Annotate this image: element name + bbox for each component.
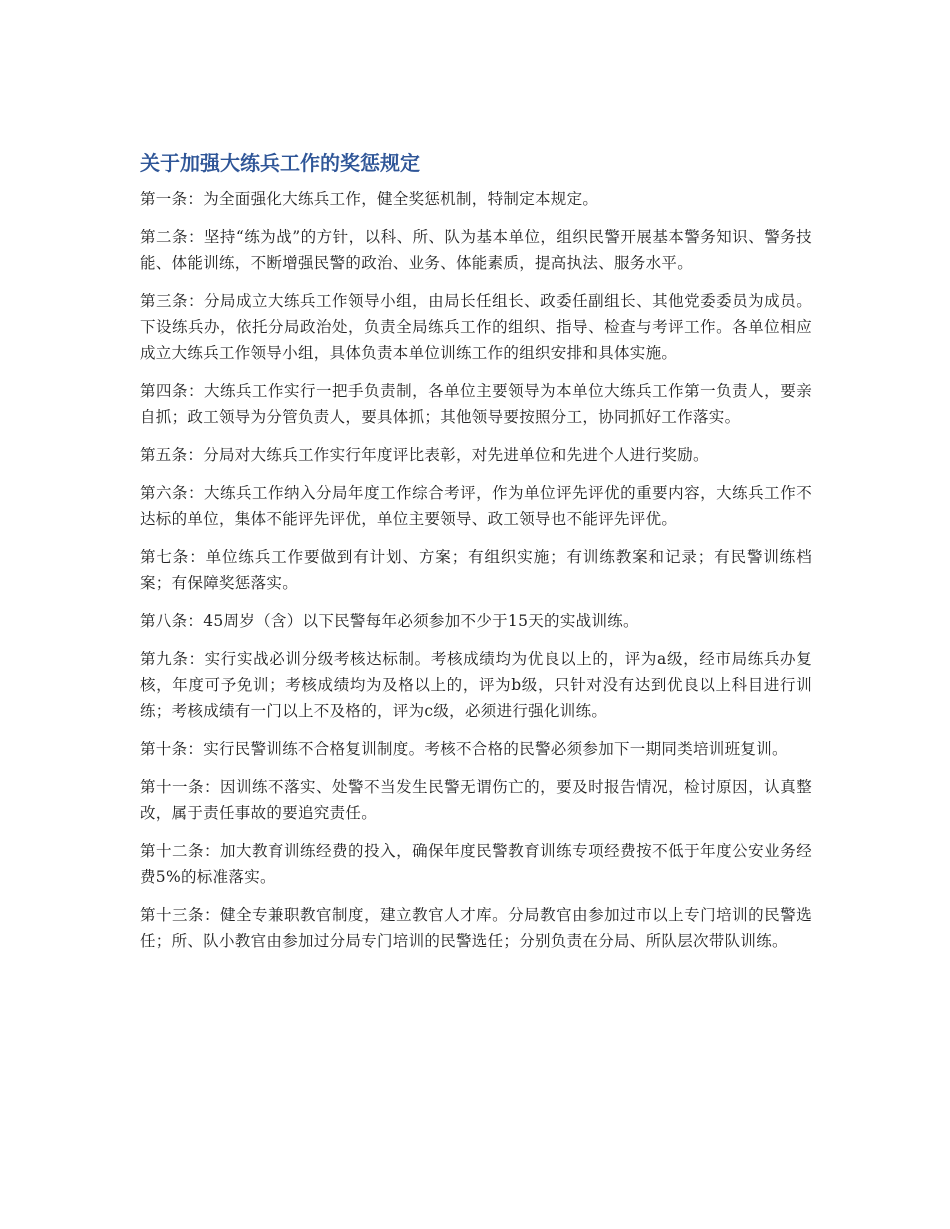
article-1: 第一条：为全面强化大练兵工作，健全奖惩机制，特制定本规定。 [140, 190, 599, 208]
article-8: 第八条：45周岁（含）以下民警每年必须参加不少于15天的实战训练。 [140, 612, 639, 630]
article-12: 第十二条：加大教育训练经费的投入，确保年度民警教育训练专项经费按不低于年度公安业务经费5%的标准落实。 [140, 842, 812, 886]
article-7: 第七条：单位练兵工作要做到有计划、方案；有组织实施；有训练教案和记录；有民警训练档案；有保障奖惩落实。 [140, 548, 812, 592]
article-6: 第六条：大练兵工作纳入分局年度工作综合考评，作为单位评先评优的重要内容，大练兵工作不达标的单位，集体不能评先评优，单位主要领导、政工领导也不能评先评优。 [140, 484, 812, 528]
article-5: 第五条：分局对大练兵工作实行年度评比表彰，对先进单位和先进个人进行奖励。 [140, 446, 709, 464]
article-2: 第二条：坚持“练为战”的方针，以科、所、队为基本单位，组织民警开展基本警务知识、警务技能、体能训练，不断增强民警的政治、业务、体能素质，提高执法、服务水平。 [140, 228, 812, 272]
article-3: 第三条：分局成立大练兵工作领导小组，由局长任组长、政委任副组长、其他党委委员为成员。下设练兵办，依托分局政治处，负责全局练兵工作的组织、指导、检查与考评工作。各单位相应成立大练兵工作领导小组，具体负责本单位训练工作的组织安排和具体实施。 [140, 292, 812, 362]
document-page [140, 148, 812, 966]
article-4: 第四条：大练兵工作实行一把手负责制，各单位主要领导为本单位大练兵工作第一负责人，要亲自抓；政工领导为分管负责人，要具体抓；其他领导要按照分工，协同抓好工作落实。 [140, 382, 812, 426]
article-10: 第十条：实行民警训练不合格复训制度。考核不合格的民警必须参加下一期同类培训班复训。 [140, 740, 788, 758]
article-9: 第九条：实行实战必训分级考核达标制。考核成绩均为优良以上的，评为a级，经市局练兵办复核，年度可予免训；考核成绩均为及格以上的，评为b级，只针对没有达到优良以上科目进行训练；考核成绩有一门以上不及格的，评为c级，必须进行强化训练。 [140, 650, 812, 720]
document-title: 关于加强大练兵工作的奖惩规定 [140, 151, 420, 175]
article-11: 第十一条：因训练不落实、处警不当发生民警无谓伤亡的，要及时报告情况，检讨原因，认真整改，属于责任事故的要追究责任。 [140, 778, 812, 822]
article-13: 第十三条：健全专兼职教官制度，建立教官人才库。分局教官由参加过市以上专门培训的民警选任；所、队小教官由参加过分局专门培训的民警选任；分别负责在分局、所队层次带队训练。 [140, 906, 812, 950]
